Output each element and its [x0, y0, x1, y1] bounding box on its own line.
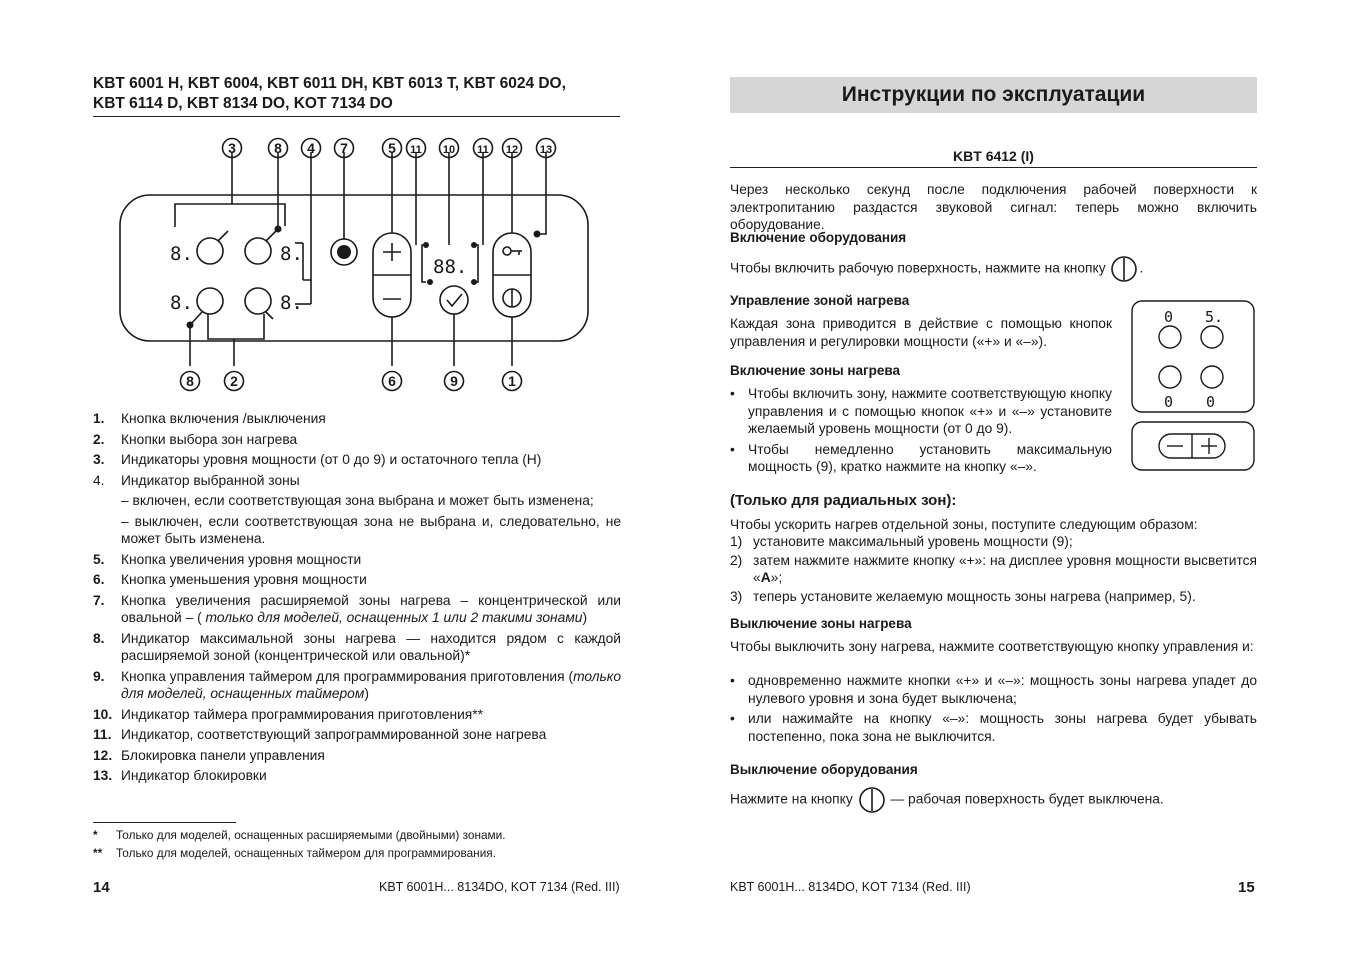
- callout-number: 9: [450, 373, 458, 389]
- power-button-icon: [1109, 255, 1139, 283]
- callout-number: 3: [228, 140, 236, 156]
- list-item: 12. Блокировка панели управления: [93, 747, 325, 763]
- page-title: Инструкции по эксплуатации: [730, 77, 1257, 113]
- list-subitem: – включен, если соответствующая зона выбрана и может быть изменена;: [121, 493, 594, 508]
- paragraph: Нажмите на кнопку — рабочая поверхность будет выключена.: [730, 786, 1257, 814]
- list-item: • Чтобы немедленно установить максимальную мощность (9), кратко нажмите на кнопку «–».: [730, 441, 1112, 474]
- list-item: 3. Индикаторы уровня мощности (от 0 до 9) и остаточного тепла (H): [93, 452, 542, 467]
- bullet-list: [730, 672, 1257, 748]
- page-footer: KBT 6001H... 8134DO, KOT 7134 (Red. III): [730, 880, 971, 894]
- callout-number: 8: [274, 140, 282, 156]
- list-item: • Чтобы включить зону, нажмите соответствующую кнопку управления и с помощью кнопок «+» и «–» установите желаемый уровень мощности (от 0 до 9).: [730, 386, 1112, 436]
- list-item: 9. Кнопка управления таймером для программирования приготовления (только для моделей, оснащенных таймером): [93, 668, 621, 701]
- paragraph: Чтобы включить рабочую поверхность, нажмите на кнопку .: [730, 255, 1257, 283]
- callout-number: 1: [508, 373, 516, 389]
- timer-display: 88.: [433, 256, 468, 278]
- callout-number: 13: [539, 144, 553, 156]
- panel-digit: 5.: [1205, 308, 1224, 326]
- section-heading: Управление зоной нагрева: [730, 293, 910, 308]
- section-heading: Включение оборудования: [730, 230, 907, 245]
- list-item: 2. Кнопки выбора зон нагрева: [93, 431, 298, 447]
- section-heading: Включение зоны нагрева: [730, 363, 901, 378]
- models-header-line1: KBT 6001 H, KBT 6004, KBT 6011 DH, KBT 6013 T, KBT 6024 DO,: [93, 75, 566, 92]
- list-item: 5. Кнопка увеличения уровня мощности: [93, 551, 362, 567]
- callout-number: 2: [230, 373, 238, 389]
- callout-number: 10: [442, 144, 456, 156]
- numbered-list: [730, 533, 1257, 606]
- callout-number: 4: [307, 140, 315, 156]
- list-item: 11. Индикатор, соответствующий запрограммированной зоне нагрева: [93, 727, 547, 742]
- control-panel-diagram: [110, 132, 600, 398]
- list-item: 1. Кнопка включения /выключения: [93, 411, 326, 426]
- callout-number: 11: [477, 144, 489, 156]
- paragraph: Чтобы выключить зону нагрева, нажмите соответствующую кнопку управления и:: [730, 639, 1254, 654]
- page-number: 14: [93, 879, 110, 896]
- list-item: 6. Кнопка уменьшения уровня мощности: [93, 572, 367, 587]
- callout-number: 5: [388, 140, 396, 156]
- zone-circle: [197, 288, 223, 314]
- list-item: 7. Кнопка увеличения расширяемой зоны нагрева – концентрической или овальной – ( только для моделей, оснащенных 1 или 2 такими зонами): [93, 592, 621, 625]
- panel-digit: 0: [1164, 308, 1174, 326]
- callout-number: 11: [410, 144, 422, 156]
- list-subitem: – выключен, если соответствующая зона не выбрана и, следовательно, не может быть изменена.: [121, 513, 621, 546]
- list-item: 2) затем нажмите нажмите кнопку «+»: на дисплее уровня мощности высветится «A»;: [730, 552, 1257, 585]
- models-header-line2: KBT 6114 D, KBT 8134 DO, KOT 7134 DO: [93, 95, 393, 112]
- panel-digit: 0: [1164, 393, 1174, 411]
- footnote-divider: [93, 822, 236, 823]
- list-item: • одновременно нажмите кнопки «+» и «–»: мощность зоны нагрева упадет до нулевого уровня и зона будет выключена;: [730, 673, 1257, 706]
- list-item: 3) теперь установите желаемую мощность зоны нагрева (например, 5).: [730, 588, 1196, 604]
- zone-circle: [245, 238, 271, 264]
- footnote: * Только для моделей, оснащенных расширяемыми (двойными) зонами.: [93, 828, 506, 842]
- left-page: [0, 0, 675, 954]
- callout-number: 7: [340, 140, 348, 156]
- list-item: 13. Индикатор блокировки: [93, 768, 267, 783]
- section-heading: Выключение зоны нагрева: [730, 616, 912, 631]
- model-subtitle: KBT 6412 (I): [730, 148, 1257, 168]
- models-header: [93, 74, 620, 117]
- panel-digit: 0: [1206, 393, 1216, 411]
- section-heading: (Только для радиальных зон):: [730, 492, 957, 509]
- zone-circle: [245, 288, 271, 314]
- list-item: 8. Индикатор максимальной зоны нагрева — находится рядом с каждой расширяемой зоной (концентрической или овальной)*: [93, 630, 621, 663]
- callout-number: 6: [388, 373, 396, 389]
- right-page: [676, 0, 1351, 954]
- zone-digit: 8.: [170, 243, 193, 265]
- bullet-list: [730, 385, 1112, 479]
- list-item: 10. Индикатор таймера программирования приготовления**: [93, 706, 483, 722]
- section-heading: Выключение оборудования: [730, 762, 918, 777]
- callout-number: 8: [186, 373, 194, 389]
- callout-number: 12: [505, 144, 519, 156]
- paragraph: Каждая зона приводится в действие с помощью кнопок управления и регулировки мощности («+» и «–»).: [730, 316, 1112, 349]
- paragraph: Чтобы ускорить нагрев отдельной зоны, поступите следующим образом:: [730, 517, 1198, 532]
- intro-paragraph: Через несколько секунд после подключения рабочей поверхности к электропитанию раздастся звуковой сигнал: теперь можно включить оборудование.: [730, 182, 1257, 232]
- timer-button: [440, 286, 468, 314]
- footnote: ** Только для моделей, оснащенных таймером для программирования.: [93, 846, 496, 860]
- zone-digit: 8.: [170, 292, 193, 314]
- list-item: 1) установите максимальный уровень мощности (9);: [730, 534, 1073, 549]
- legend-list: [93, 410, 621, 788]
- zone-circle: [197, 238, 223, 264]
- panel-outline: [120, 195, 588, 341]
- zone-digit: 8.: [280, 243, 303, 265]
- page-footer: KBT 6001H... 8134DO, KOT 7134 (Red. III): [379, 880, 620, 894]
- list-item: • или нажимайте на кнопку «–»: мощность зоны нагрева будет убывать постепенно, пока зона не выключится.: [730, 711, 1257, 744]
- power-button-icon: [857, 786, 887, 814]
- kbt6412-panel-diagram: [1131, 300, 1256, 472]
- list-item: 4. Индикатор выбранной зоны: [93, 472, 300, 488]
- zone-digit: 8.: [280, 292, 303, 314]
- page-number: 15: [1238, 879, 1255, 896]
